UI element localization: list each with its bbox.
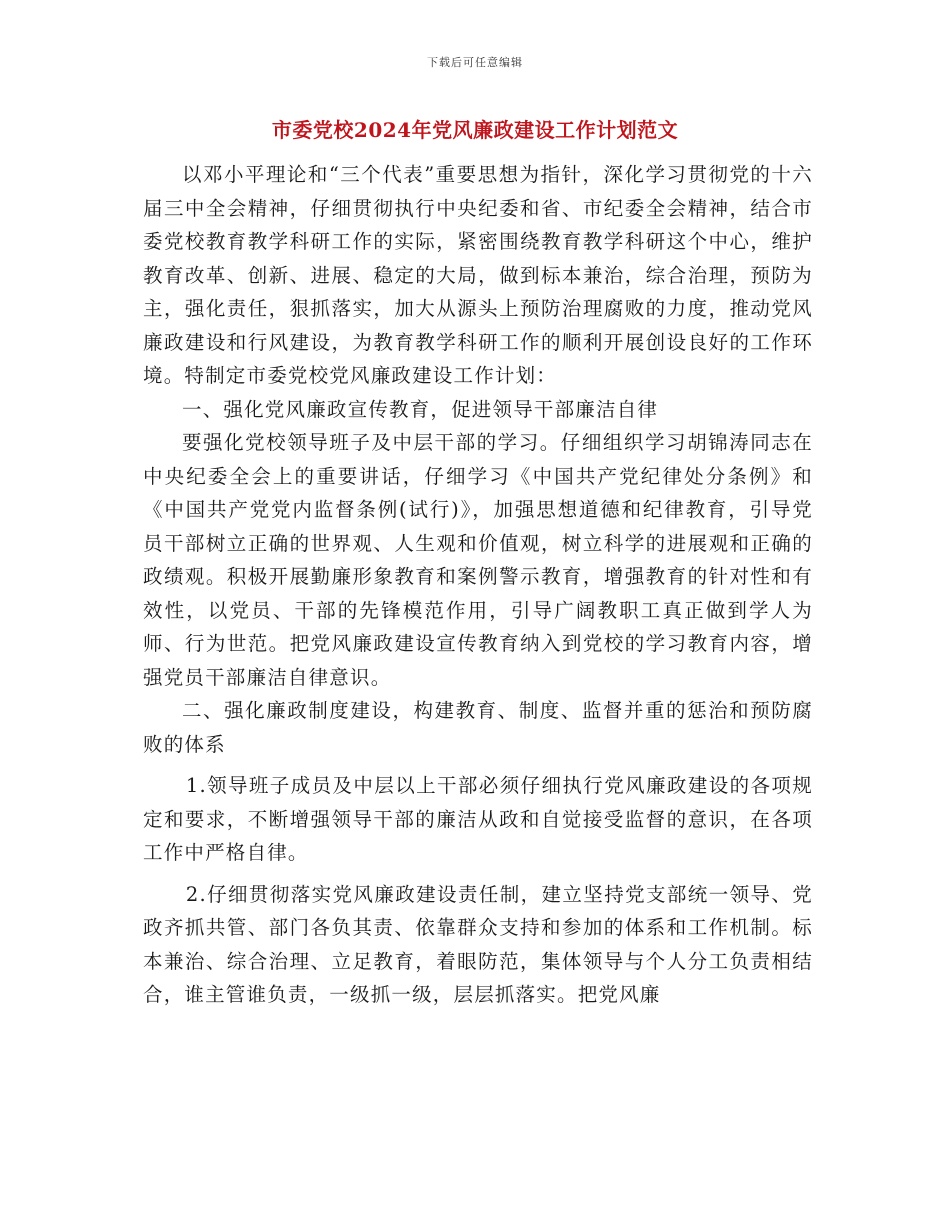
section-heading-2: 二、强化廉政制度建设，构建教育、制度、监督并重的惩治和预防腐败的体系: [143, 699, 813, 756]
intro-paragraph: 以邓小平理论和“三个代表”重要思想为指针，深化学习贯彻党的十六届三中全会精神，仔细贯彻执行中央纪委和省、市纪委全会精神，结合市委党校教育教学科研工作的实际，紧密围绕教育教学科研这个中心，维护教育改革、创新、进展、稳定的大局，做到标本兼治，综合治理，预防为主，强化责任，狠抓落实，加大从源头上预防治理腐败的力度，推动党风廉政建设和行风建设，为教育教学科研工作的顺利开展创设良好的工作环境。特制定市委党校党风廉政建设工作计划：: [143, 163, 813, 387]
document-body: [143, 158, 813, 1012]
list-item-2: 2.仔细贯彻落实党风廉政建设责任制，建立坚持党支部统一领导、党政齐抓共管、部门各负其责、依靠群众支持和参加的体系和工作机制。标本兼治、综合治理、立足教育，着眼防范，集体领导与个人分工负责相结合，谁主管谁负责，一级抓一级，层层抓落实。把党风廉: [143, 882, 813, 1006]
list-item-1: 1.领导班子成员及中层以上干部必须仔细执行党风廉政建设的各项规定和要求，不断增强领导干部的廉洁从政和自觉接受监督的意识，在各项工作中严格自律。: [143, 774, 813, 864]
document-title: 市委党校2024年党风廉政建设工作计划范文: [271, 118, 679, 142]
section-1-paragraph: 要强化党校领导班子及中层干部的学习。仔细组织学习胡锦涛同志在中央纪委全会上的重要讲话，仔细学习《中国共产党纪律处分条例》和《中国共产党党内监督条例(试行)》，加强思想道德和纪律教育，引导党员干部树立正确的世界观、人生观和价值观，树立科学的进展观和正确的政绩观。积极开展勤廉形象教育和案例警示教育，增强教育的针对性和有效性，以党员、干部的先锋模范作用，引导广阔教职工真正做到学人为师、行为世范。把党风廉政建设宣传教育纳入到党校的学习教育内容，增强党员干部廉洁自律意识。: [143, 431, 813, 689]
header-note: 下载后可任意编辑: [427, 56, 523, 69]
section-heading-1: 一、强化党风廉政宣传教育，促进领导干部廉洁自律: [182, 397, 659, 421]
